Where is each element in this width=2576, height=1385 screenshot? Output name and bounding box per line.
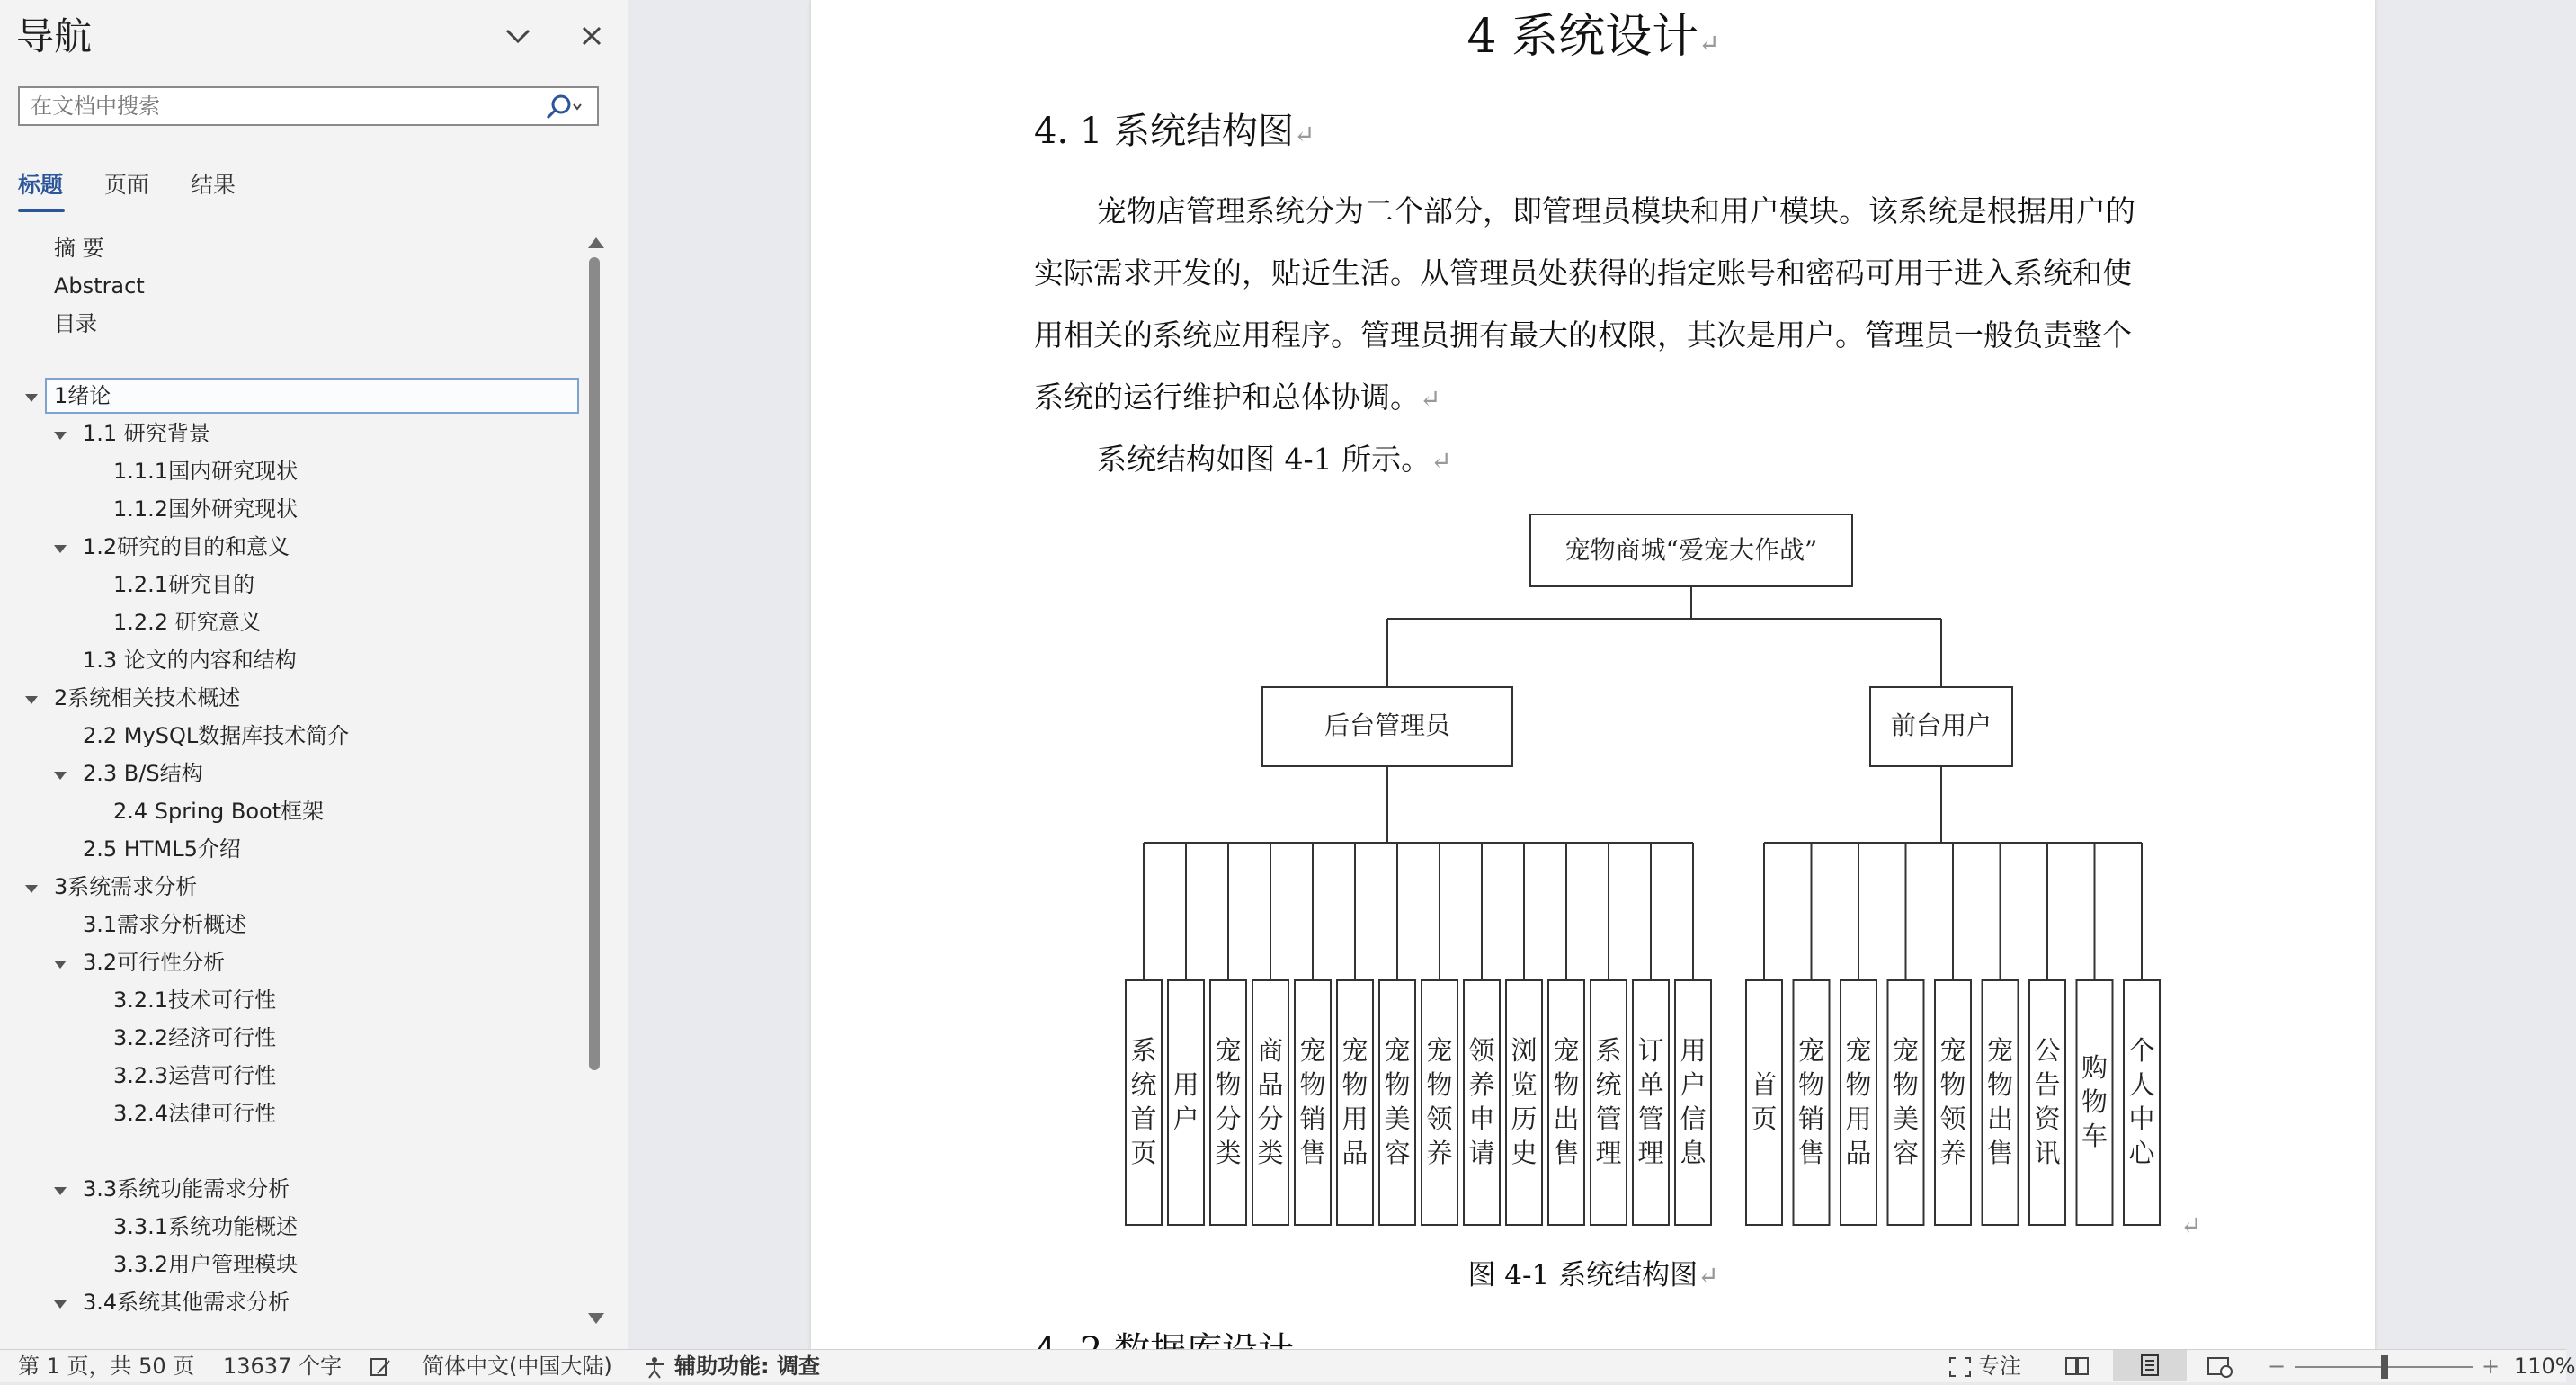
admin-leaf-node-char: 领 bbox=[1426, 1104, 1453, 1134]
print-layout-icon bbox=[2138, 1354, 2162, 1377]
user-leaf-node-char: 领 bbox=[1939, 1104, 1966, 1134]
admin-leaf-node-char: 类 bbox=[1257, 1138, 1284, 1168]
tree-item-ch3[interactable]: 3系统需求分析 bbox=[54, 874, 198, 899]
admin-leaf-node bbox=[1464, 980, 1500, 1225]
section-heading: 4. 1 系统结构图↵ bbox=[1034, 111, 1315, 152]
admin-leaf-node-char: 物 bbox=[1553, 1069, 1580, 1100]
accessibility-status[interactable]: 辅助功能: 调查 bbox=[674, 1354, 820, 1379]
user-leaf-node-char: 物 bbox=[1892, 1069, 1920, 1100]
admin-leaf-node bbox=[1210, 980, 1246, 1225]
user-leaf-node bbox=[1935, 980, 1971, 1225]
admin-node-label: 后台管理员 bbox=[1324, 710, 1451, 740]
admin-leaf-node-char: 美 bbox=[1384, 1104, 1411, 1134]
admin-leaf-node-char: 分 bbox=[1257, 1104, 1284, 1134]
admin-leaf-node-char: 管 bbox=[1637, 1104, 1664, 1134]
tree-item-toc[interactable]: 目录 bbox=[54, 311, 97, 336]
user-leaf-node-char: 购 bbox=[2081, 1052, 2108, 1083]
admin-leaf-node-char: 品 bbox=[1257, 1069, 1284, 1100]
tree-item-3-1[interactable]: 3.1需求分析概述 bbox=[83, 912, 247, 937]
tree-item-1-3[interactable]: 1.3 论文的内容和结构 bbox=[83, 648, 297, 673]
collapse-triangle-icon[interactable] bbox=[25, 885, 38, 893]
tree-item-3-3-2[interactable]: 3.3.2用户管理模块 bbox=[113, 1252, 299, 1277]
admin-leaf-node-char: 物 bbox=[1384, 1069, 1411, 1100]
admin-leaf-node-char: 物 bbox=[1426, 1069, 1453, 1100]
user-leaf-node-char: 首 bbox=[1751, 1069, 1778, 1100]
status-bar bbox=[0, 1349, 2576, 1382]
admin-leaf-node-char: 物 bbox=[1299, 1069, 1326, 1100]
proofing-icon[interactable] bbox=[369, 1355, 392, 1385]
word-count-status[interactable]: 13637 个字 bbox=[223, 1354, 342, 1379]
user-node-label: 前台用户 bbox=[1890, 710, 1992, 740]
admin-leaf-node bbox=[1633, 980, 1669, 1225]
admin-leaf-node bbox=[1506, 980, 1542, 1225]
user-leaf-node-char: 讯 bbox=[2034, 1138, 2061, 1168]
user-leaf-node-char: 告 bbox=[2034, 1069, 2061, 1100]
tree-item-2-4[interactable]: 2.4 Spring Boot框架 bbox=[113, 799, 325, 824]
collapse-triangle-icon[interactable] bbox=[54, 432, 67, 440]
user-leaf-node-char: 物 bbox=[1845, 1069, 1872, 1100]
admin-leaf-node-char: 统 bbox=[1595, 1069, 1622, 1100]
collapse-triangle-icon[interactable] bbox=[54, 1187, 67, 1195]
collapse-triangle-icon[interactable] bbox=[54, 545, 67, 553]
collapse-triangle-icon[interactable] bbox=[25, 394, 38, 402]
tree-item-1-1-1[interactable]: 1.1.1国内研究现状 bbox=[113, 459, 299, 484]
zoom-slider-thumb[interactable] bbox=[2381, 1355, 2388, 1379]
user-leaf-node-char: 美 bbox=[1892, 1104, 1920, 1134]
paragraph-line: 用相关的系统应用程序。管理员拥有最大的权限，其次是用户。管理员一般负责整个 bbox=[1034, 317, 2132, 353]
admin-leaf-node-char: 商 bbox=[1257, 1035, 1284, 1066]
zoom-level[interactable]: 110% bbox=[2514, 1354, 2576, 1379]
tree-item-abstract-cn[interactable]: 摘 要 bbox=[54, 236, 104, 261]
tree-item-1-2-1[interactable]: 1.2.1研究目的 bbox=[113, 572, 255, 597]
paragraph-line: 系统的运行维护和总体协调。↵ bbox=[1034, 380, 1441, 415]
user-leaf-node-char: 售 bbox=[1986, 1138, 2014, 1168]
admin-leaf-node-char: 订 bbox=[1637, 1035, 1664, 1066]
user-leaf-node-char: 品 bbox=[1845, 1138, 1872, 1168]
user-leaf-node-char: 中 bbox=[2128, 1104, 2155, 1134]
admin-leaf-node bbox=[1422, 980, 1457, 1225]
close-icon[interactable] bbox=[572, 16, 611, 56]
admin-leaf-node-char: 销 bbox=[1299, 1104, 1326, 1134]
collapse-triangle-icon[interactable] bbox=[25, 696, 38, 704]
scroll-down-arrow-icon[interactable] bbox=[588, 1313, 604, 1324]
admin-leaf-node-char: 物 bbox=[1215, 1069, 1242, 1100]
user-leaf-node-char: 物 bbox=[2081, 1086, 2108, 1117]
admin-leaf-node-char: 养 bbox=[1468, 1069, 1495, 1100]
user-leaf-node-char: 养 bbox=[1939, 1138, 1966, 1168]
admin-leaf-node-char: 户 bbox=[1680, 1069, 1707, 1100]
admin-leaf-node-char: 售 bbox=[1299, 1138, 1326, 1168]
web-layout-icon[interactable] bbox=[2206, 1355, 2233, 1385]
admin-leaf-node-char: 史 bbox=[1511, 1138, 1538, 1168]
user-leaf-node-char: 页 bbox=[1751, 1104, 1778, 1134]
admin-leaf-node-char: 申 bbox=[1468, 1104, 1495, 1134]
paragraph-line: 宠物店管理系统分为二个部分，即管理员模块和用户模块。该系统是根据用户的 bbox=[1097, 193, 2135, 228]
tree-item-1-2[interactable]: 1.2研究的目的和意义 bbox=[83, 534, 290, 559]
admin-leaf-node bbox=[1591, 980, 1627, 1225]
admin-leaf-node-char: 宠 bbox=[1215, 1035, 1242, 1066]
chapter-heading: 4 系统设计↵ bbox=[1466, 10, 1720, 64]
admin-leaf-node bbox=[1295, 980, 1331, 1225]
user-leaf-node-char: 物 bbox=[1797, 1069, 1825, 1100]
tree-item-2-2[interactable]: 2.2 MySQL数据库技术简介 bbox=[83, 723, 350, 748]
user-leaf-node-char: 宠 bbox=[1845, 1035, 1872, 1066]
admin-leaf-node bbox=[1379, 980, 1415, 1225]
admin-leaf-node-char: 用 bbox=[1680, 1035, 1707, 1066]
document-page[interactable] bbox=[811, 0, 2375, 1349]
user-leaf-node bbox=[2029, 980, 2065, 1225]
user-leaf-node-char: 人 bbox=[2128, 1069, 2155, 1100]
admin-leaf-node bbox=[1548, 980, 1584, 1225]
tree-item-3-2-1[interactable]: 3.2.1技术可行性 bbox=[113, 987, 277, 1013]
user-leaf-node-char: 销 bbox=[1797, 1104, 1825, 1134]
accessibility-icon[interactable] bbox=[642, 1355, 667, 1385]
admin-leaf-node-char: 理 bbox=[1595, 1138, 1622, 1168]
tree-item-ch2[interactable]: 2系统相关技术概述 bbox=[54, 685, 241, 710]
collapse-triangle-icon[interactable] bbox=[54, 772, 67, 780]
focus-mode-icon[interactable] bbox=[1948, 1355, 1973, 1385]
admin-leaf-node-char: 理 bbox=[1637, 1138, 1664, 1168]
admin-leaf-node-char: 分 bbox=[1215, 1104, 1242, 1134]
search-input[interactable] bbox=[20, 88, 534, 124]
user-leaf-node-char: 个 bbox=[2128, 1035, 2155, 1066]
focus-mode-button[interactable]: 专注 bbox=[1978, 1354, 2021, 1379]
admin-leaf-node bbox=[1126, 980, 1162, 1225]
admin-leaf-node-char: 物 bbox=[1341, 1069, 1368, 1100]
admin-leaf-node-char: 页 bbox=[1130, 1138, 1157, 1168]
user-leaf-node bbox=[1794, 980, 1830, 1225]
admin-leaf-node-char: 品 bbox=[1341, 1138, 1368, 1168]
user-leaf-node-char: 物 bbox=[1939, 1069, 1966, 1100]
active-tab-indicator bbox=[18, 209, 65, 212]
admin-leaf-node-char: 览 bbox=[1511, 1069, 1538, 1100]
admin-leaf-node bbox=[1675, 980, 1711, 1225]
user-leaf-node bbox=[1841, 980, 1876, 1225]
paragraph-figure-ref: 系统结构如图 4-1 所示。↵ bbox=[1097, 442, 1452, 477]
admin-leaf-node-char: 户 bbox=[1172, 1104, 1199, 1134]
admin-leaf-node-char: 宠 bbox=[1553, 1035, 1580, 1066]
user-leaf-node-char: 资 bbox=[2034, 1104, 2061, 1134]
user-leaf-node-char: 心 bbox=[2128, 1138, 2155, 1168]
admin-leaf-node-char: 历 bbox=[1511, 1104, 1538, 1134]
user-leaf-node-char: 宠 bbox=[1797, 1035, 1825, 1066]
language-status[interactable]: 简体中文(中国大陆) bbox=[423, 1354, 612, 1379]
admin-leaf-node-char: 系 bbox=[1595, 1035, 1622, 1066]
headings-tree bbox=[0, 227, 584, 1324]
admin-leaf-node-char: 类 bbox=[1215, 1138, 1242, 1168]
admin-leaf-node-char: 用 bbox=[1172, 1069, 1199, 1100]
navigation-pane bbox=[0, 0, 628, 1349]
scroll-up-arrow-icon[interactable] bbox=[588, 237, 604, 248]
nav-options-chevron-icon[interactable] bbox=[498, 16, 538, 56]
admin-leaf-node-char: 宠 bbox=[1384, 1035, 1411, 1066]
collapse-triangle-icon[interactable] bbox=[54, 1300, 67, 1309]
tree-item-1-1[interactable]: 1.1 研究背景 bbox=[83, 421, 210, 446]
user-leaf-node bbox=[1983, 980, 2019, 1225]
user-leaf-node-char: 宠 bbox=[1986, 1035, 2014, 1066]
tree-item-2-3[interactable]: 2.3 B/S结构 bbox=[83, 761, 203, 786]
read-mode-icon[interactable] bbox=[2064, 1355, 2090, 1383]
admin-leaf-node-char: 养 bbox=[1426, 1138, 1453, 1168]
admin-leaf-node-char: 单 bbox=[1637, 1069, 1664, 1100]
admin-leaf-node-char: 管 bbox=[1595, 1104, 1622, 1134]
admin-leaf-node-char: 系 bbox=[1130, 1035, 1157, 1066]
admin-leaf-node-char: 宠 bbox=[1341, 1035, 1368, 1066]
root-node-label: 宠物商城“爱宠大作战” bbox=[1564, 535, 1818, 565]
paragraph-mark: ↵ bbox=[2180, 1211, 2202, 1240]
zoom-in-button[interactable]: + bbox=[2482, 1354, 2500, 1379]
search-icon[interactable] bbox=[543, 92, 588, 122]
admin-leaf-node-char: 领 bbox=[1468, 1035, 1495, 1066]
paragraph-line: 实际需求开发的，贴近生活。从管理员处获得的指定账号和密码可用于进入系统和使 bbox=[1034, 255, 2132, 290]
tree-item-3-2[interactable]: 3.2可行性分析 bbox=[83, 950, 226, 975]
tree-item-ch1[interactable]: 1绪论 bbox=[45, 378, 579, 414]
tree-item-1-2-2[interactable]: 1.2.2 研究意义 bbox=[113, 610, 262, 635]
user-leaf-node-char: 售 bbox=[1797, 1138, 1825, 1168]
admin-leaf-node-char: 售 bbox=[1553, 1138, 1580, 1168]
tree-item-3-3[interactable]: 3.3系统功能需求分析 bbox=[83, 1176, 290, 1202]
admin-leaf-node-char: 浏 bbox=[1511, 1035, 1538, 1066]
admin-leaf-node-char: 信 bbox=[1680, 1104, 1707, 1134]
system-structure-diagram bbox=[811, 0, 2375, 1259]
admin-leaf-node-char: 首 bbox=[1130, 1104, 1157, 1134]
nav-scrollbar[interactable] bbox=[584, 230, 606, 1324]
tree-item-3-2-2[interactable]: 3.2.2经济可行性 bbox=[113, 1025, 277, 1050]
figure-caption: 图 4-1 系统结构图↵ bbox=[1467, 1259, 1719, 1291]
admin-leaf-node bbox=[1168, 980, 1204, 1225]
admin-leaf-node-char: 息 bbox=[1680, 1138, 1707, 1168]
admin-leaf-node-char: 用 bbox=[1341, 1104, 1368, 1134]
tree-item-abstract-en[interactable]: Abstract bbox=[54, 273, 145, 299]
admin-leaf-node bbox=[1252, 980, 1288, 1225]
scroll-thumb[interactable] bbox=[589, 257, 600, 1070]
nav-search-box bbox=[18, 86, 599, 126]
user-leaf-node-char: 宠 bbox=[1939, 1035, 1966, 1066]
user-leaf-node-char: 公 bbox=[2034, 1035, 2061, 1066]
tree-item-3-2-3[interactable]: 3.2.3运营可行性 bbox=[113, 1063, 277, 1088]
tree-item-3-3-1[interactable]: 3.3.1系统功能概述 bbox=[113, 1214, 299, 1239]
admin-leaf-node bbox=[1337, 980, 1373, 1225]
tree-item-2-5[interactable]: 2.5 HTML5介绍 bbox=[83, 836, 241, 862]
user-leaf-node bbox=[1746, 980, 1782, 1225]
admin-leaf-node-char: 出 bbox=[1553, 1104, 1580, 1134]
admin-leaf-node-char: 宠 bbox=[1299, 1035, 1326, 1066]
tree-item-3-4[interactable]: 3.4系统其他需求分析 bbox=[83, 1290, 290, 1315]
nav-title: 导航 bbox=[16, 14, 93, 58]
admin-leaf-node-char: 统 bbox=[1130, 1069, 1157, 1100]
admin-leaf-node-char: 宠 bbox=[1426, 1035, 1453, 1066]
user-leaf-node bbox=[2124, 980, 2160, 1225]
user-leaf-node-char: 出 bbox=[1986, 1104, 2014, 1134]
tree-item-3-2-4[interactable]: 3.2.4法律可行性 bbox=[113, 1101, 277, 1126]
admin-leaf-node-char: 请 bbox=[1468, 1138, 1495, 1168]
user-leaf-node-char: 物 bbox=[1986, 1069, 2014, 1100]
user-leaf-node-char: 容 bbox=[1892, 1138, 1920, 1168]
user-leaf-node-char: 车 bbox=[2081, 1121, 2108, 1151]
zoom-out-button[interactable]: − bbox=[2268, 1354, 2286, 1379]
tab-headings[interactable]: 标题 bbox=[18, 172, 64, 198]
user-leaf-node-char: 宠 bbox=[1892, 1035, 1920, 1066]
admin-leaf-node-char: 容 bbox=[1384, 1138, 1411, 1168]
collapse-triangle-icon[interactable] bbox=[54, 961, 67, 969]
user-leaf-node-char: 用 bbox=[1845, 1104, 1872, 1134]
user-leaf-node bbox=[1888, 980, 1924, 1225]
tree-item-1-1-2[interactable]: 1.1.2国外研究现状 bbox=[113, 496, 299, 522]
tab-results[interactable]: 结果 bbox=[191, 172, 236, 198]
print-layout-button[interactable] bbox=[2113, 1350, 2187, 1381]
tab-pages[interactable]: 页面 bbox=[104, 172, 150, 198]
page-count-status[interactable]: 第 1 页，共 50 页 bbox=[18, 1354, 195, 1379]
